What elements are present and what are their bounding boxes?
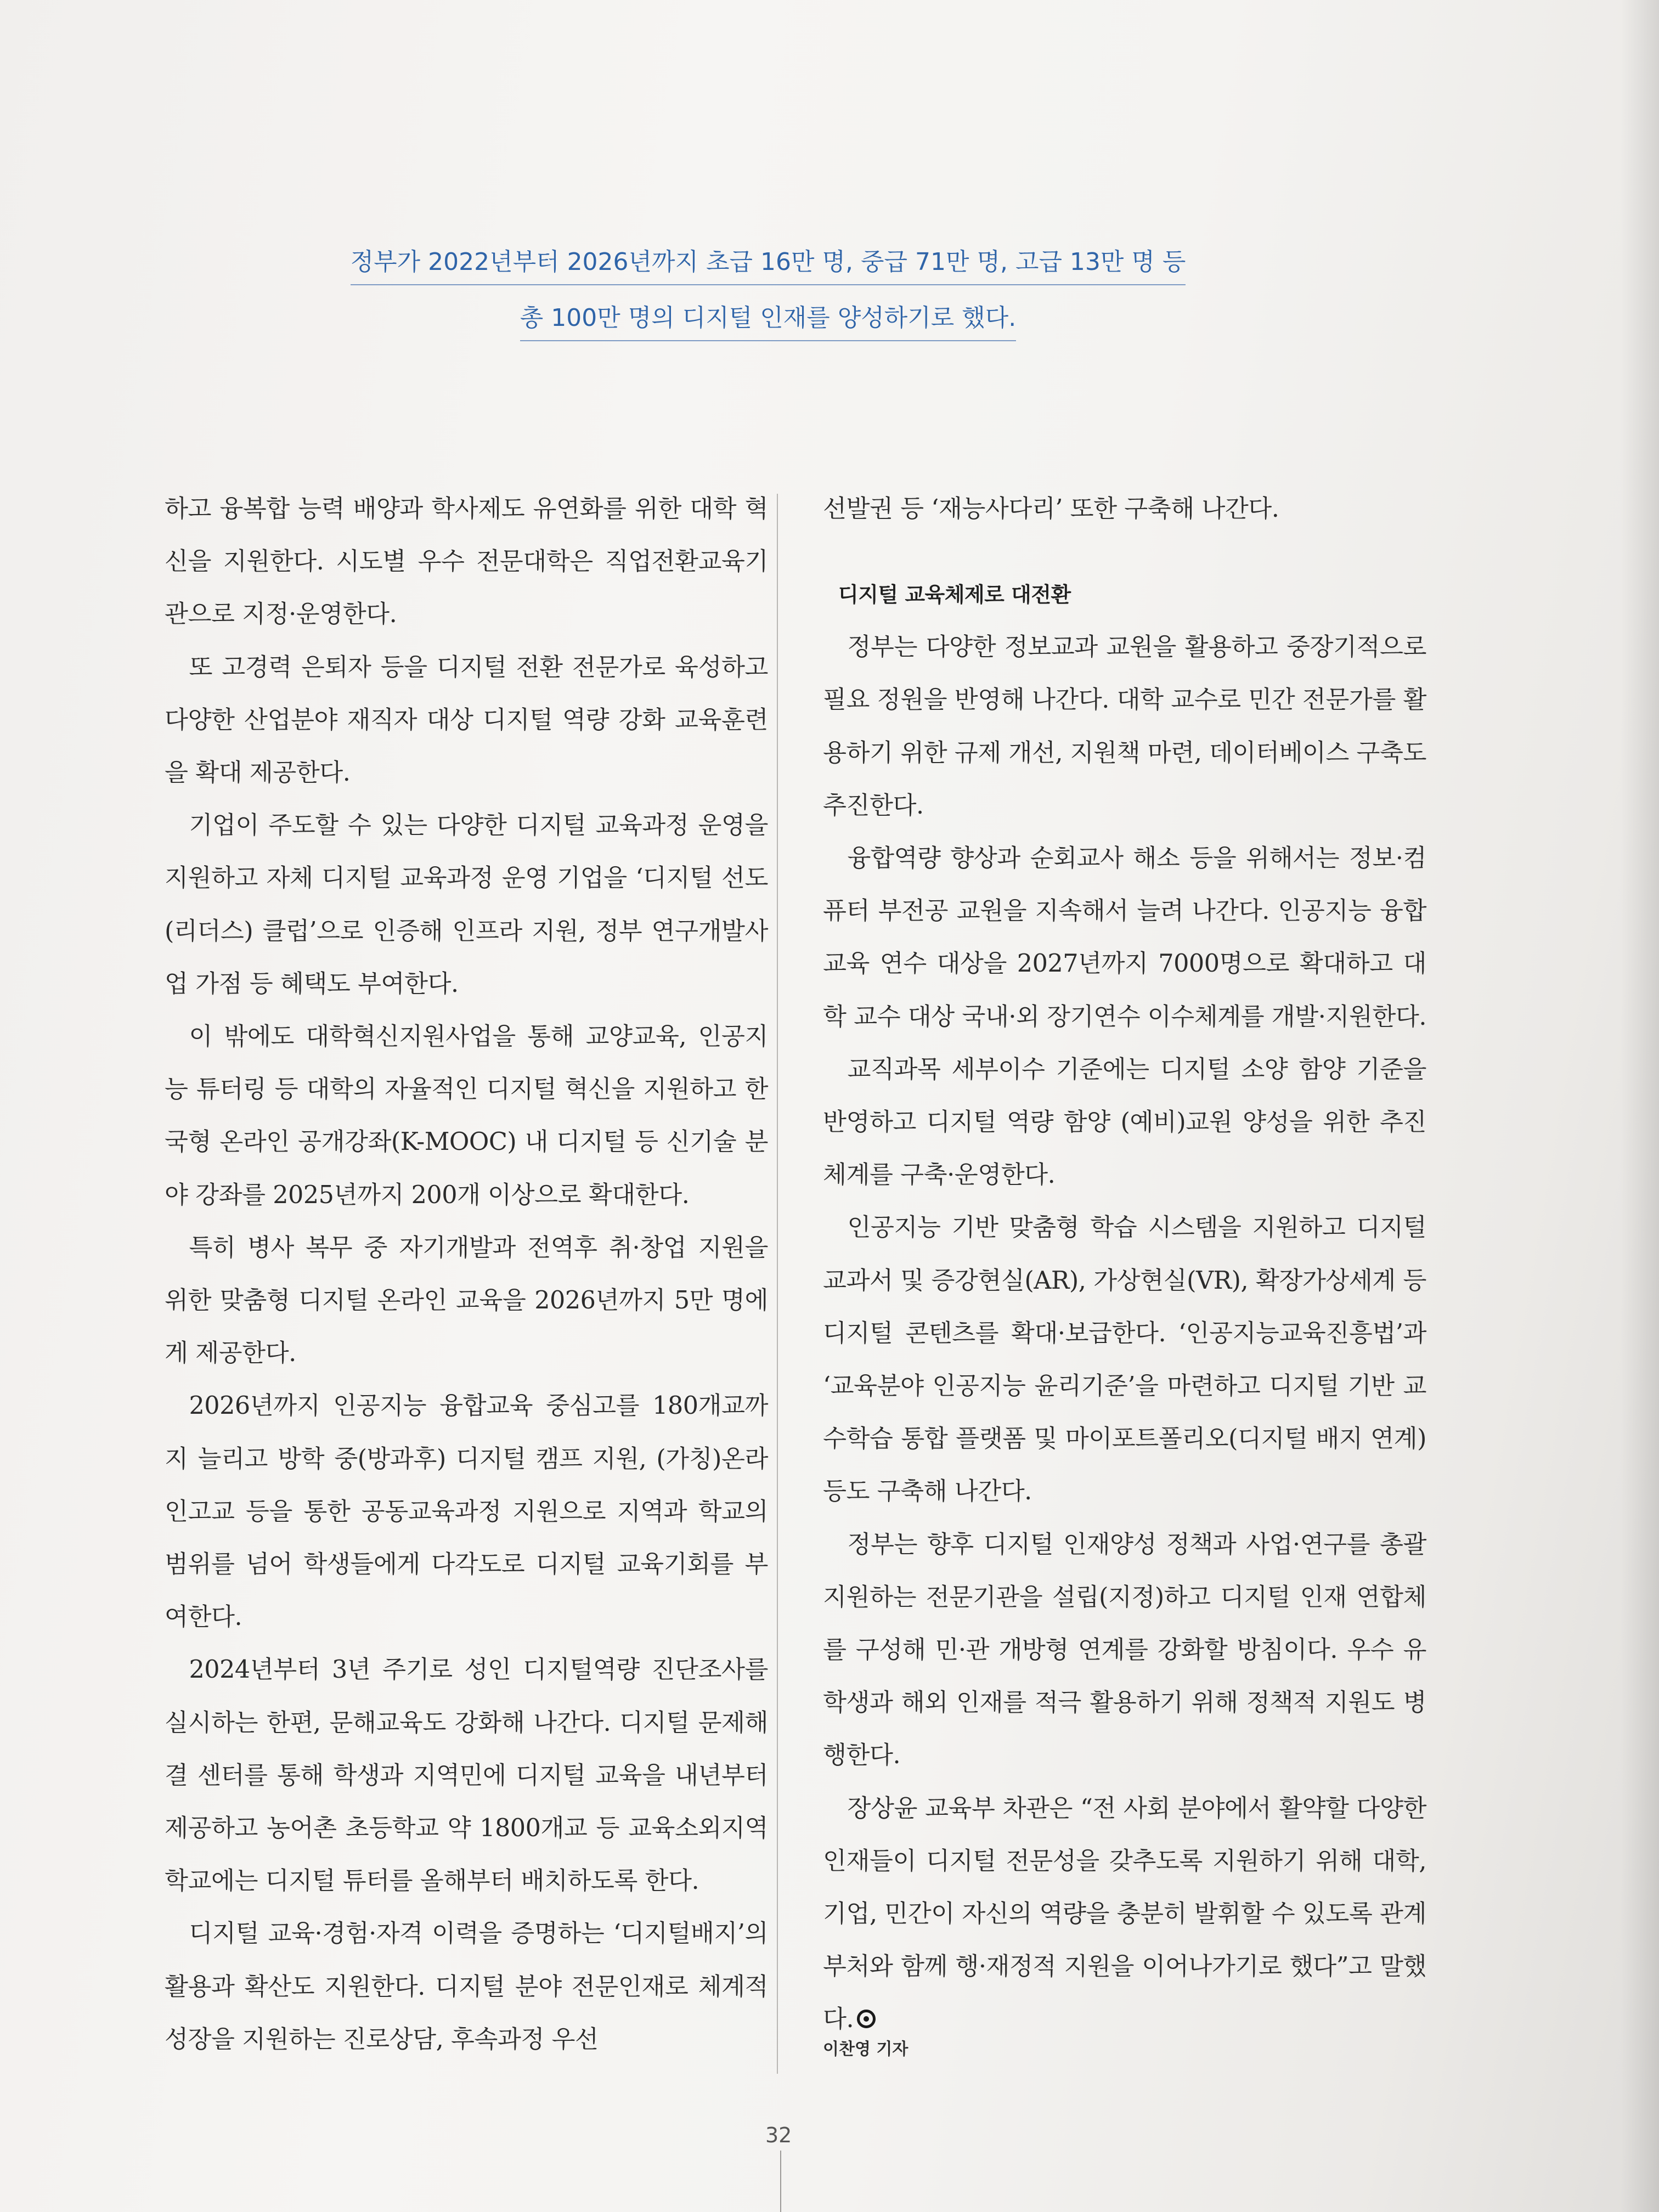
- pull-quote-line-1: 정부가 2022년부터 2026년까지 초급 16만 명, 중급 71만 명, 고급 13만 명 등: [351, 241, 1186, 285]
- paragraph: 특히 병사 복무 중 자기개발과 전역후 취·창업 지원을 위한 맞춤형 디지털 온라인 교육을 2026년까지 5만 명에게 제공한다.: [165, 1233, 768, 1368]
- byline: 이찬영 기자: [823, 2040, 909, 2059]
- paragraph: 하고 융복합 능력 배양과 학사제도 유연화를 위한 대학 혁신을 지원한다. 시도별 우수 전문대학은 직업전환교육기관으로 지정·운영한다.: [165, 495, 768, 629]
- pull-quote-line-2: 총 100만 명의 디지털 인재를 양성하기로 했다.: [520, 297, 1016, 341]
- paragraph: 융합역량 향상과 순회교사 해소 등을 위해서는 정보·컴퓨터 부전공 교원을 지속해서 늘려 나간다. 인공지능 융합교육 연수 대상을 2027년까지 7000명으로 확대하고 대학 교수 대상 국내·외 장기연수 이수체계를 개발·지원한다.: [823, 844, 1427, 1031]
- left-column: [165, 483, 768, 2066]
- paragraph: 교직과목 세부이수 기준에는 디지털 소양 함양 기준을 반영하고 디지털 역량 함양 (예비)교원 양성을 위한 추진체계를 구축·운영한다.: [823, 1055, 1426, 1189]
- last-paragraph: [823, 1782, 1426, 2046]
- paragraph: 이 밖에도 대학혁신지원사업을 통해 교양교육, 인공지능 튜터링 등 대학의 자율적인 디지털 혁신을 지원하고 한국형 온라인 공개강좌(K-MOOC) 내 디지털 등 신기술 분야 강좌를 2025년까지 200개 이상으로 확대한다.: [165, 1023, 768, 1209]
- paragraph: 2026년까지 인공지능 융합교육 중심고를 180개교까지 늘리고 방학 중(방과후) 디지털 캠프 지원, (가칭)온라인고교 등을 통한 공동교육과정 지원으로 지역과 학교의 범위를 넘어 학생들에게 다각도로 디지털 교육기회를 부여한다.: [165, 1392, 768, 1632]
- binding-line: [780, 2151, 781, 2212]
- section-subheading: 디지털 교육체제로 대전환: [838, 583, 1071, 607]
- continuation-paragraph: 선발권 등 ‘재능사다리’ 또한 구축해 나간다.: [823, 495, 1279, 523]
- paragraph: 정부는 향후 디지털 인재양성 정책과 사업·연구를 총괄 지원하는 전문기관을 설립(지정)하고 디지털 인재 연합체를 구성해 민·관 개방형 연계를 강화할 방침이다. 우수 유학생과 해외 인재를 적극 활용하기 위해 정책적 지원도 병행한다.: [823, 1530, 1426, 1770]
- paragraph: 정부는 다양한 정보교과 교원을 활용하고 중장기적으로 필요 정원을 반영해 나간다. 대학 교수로 민간 전문가를 활용하기 위한 규제 개선, 지원책 마련, 데이터베이스 구축도 추진한다.: [823, 633, 1427, 820]
- paragraph-text: 장상윤 교육부 차관은 “전 사회 분야에서 활약할 다양한 인재들이 디지털 전문성을 갖추도록 지원하기 위해 대학, 기업, 민간이 자신의 역량을 충분히 발휘할 수 있도록 관계부처와 함께 행·재정적 지원을 이어나가기로 했다”고 말했다.: [823, 1794, 1427, 2034]
- pull-quote: [307, 241, 1229, 353]
- page-number: 32: [765, 2123, 792, 2147]
- bullseye-icon: [857, 2010, 876, 2028]
- paragraph: 기업이 주도할 수 있는 다양한 디지털 교육과정 운영을 지원하고 자체 디지털 교육과정 운영 기업을 ‘디지털 선도(리더스) 클럽’으로 인증해 인프라 지원, 정부 연구개발사업 가점 등 혜택도 부여한다.: [165, 811, 768, 998]
- paragraph: 인공지능 기반 맞춤형 학습 시스템을 지원하고 디지털 교과서 및 증강현실(AR), 가상현실(VR), 확장가상세계 등 디지털 콘텐츠를 확대·보급한다. ‘인공지능교육진흥법’과 ‘교육분야 인공지능 윤리기준’을 마련하고 디지털 기반 교수학습 통합 플랫폼 및 마이포트폴리오(디지털 배지 연계) 등도 구축해 나간다.: [823, 1214, 1426, 1506]
- paragraph: 디지털 교육·경험·자격 이력을 증명하는 ‘디지털배지’의 활용과 확산도 지원한다. 디지털 분야 전문인재로 체계적 성장을 지원하는 진로상담, 후속과정 우선: [165, 1920, 768, 2053]
- paragraph: 또 고경력 은퇴자 등을 디지털 전환 전문가로 육성하고 다양한 산업분야 재직자 대상 디지털 역량 강화 교육훈련을 확대 제공한다.: [165, 653, 768, 787]
- paragraph: 2024년부터 3년 주기로 성인 디지털역량 진단조사를 실시하는 한편, 문해교육도 강화해 나간다. 디지털 문제해결 센터를 통해 학생과 지역민에 디지털 교육을 내년부터 제공하고 농어촌 초등학교 약 1800개교 등 교육소외지역 학교에는 디지털 튜터를 올해부터 배치하도록 한다.: [165, 1656, 768, 1895]
- column-divider: [777, 494, 778, 2074]
- page-edge-shadow: [1621, 0, 1659, 2212]
- right-column: [823, 483, 1426, 2046]
